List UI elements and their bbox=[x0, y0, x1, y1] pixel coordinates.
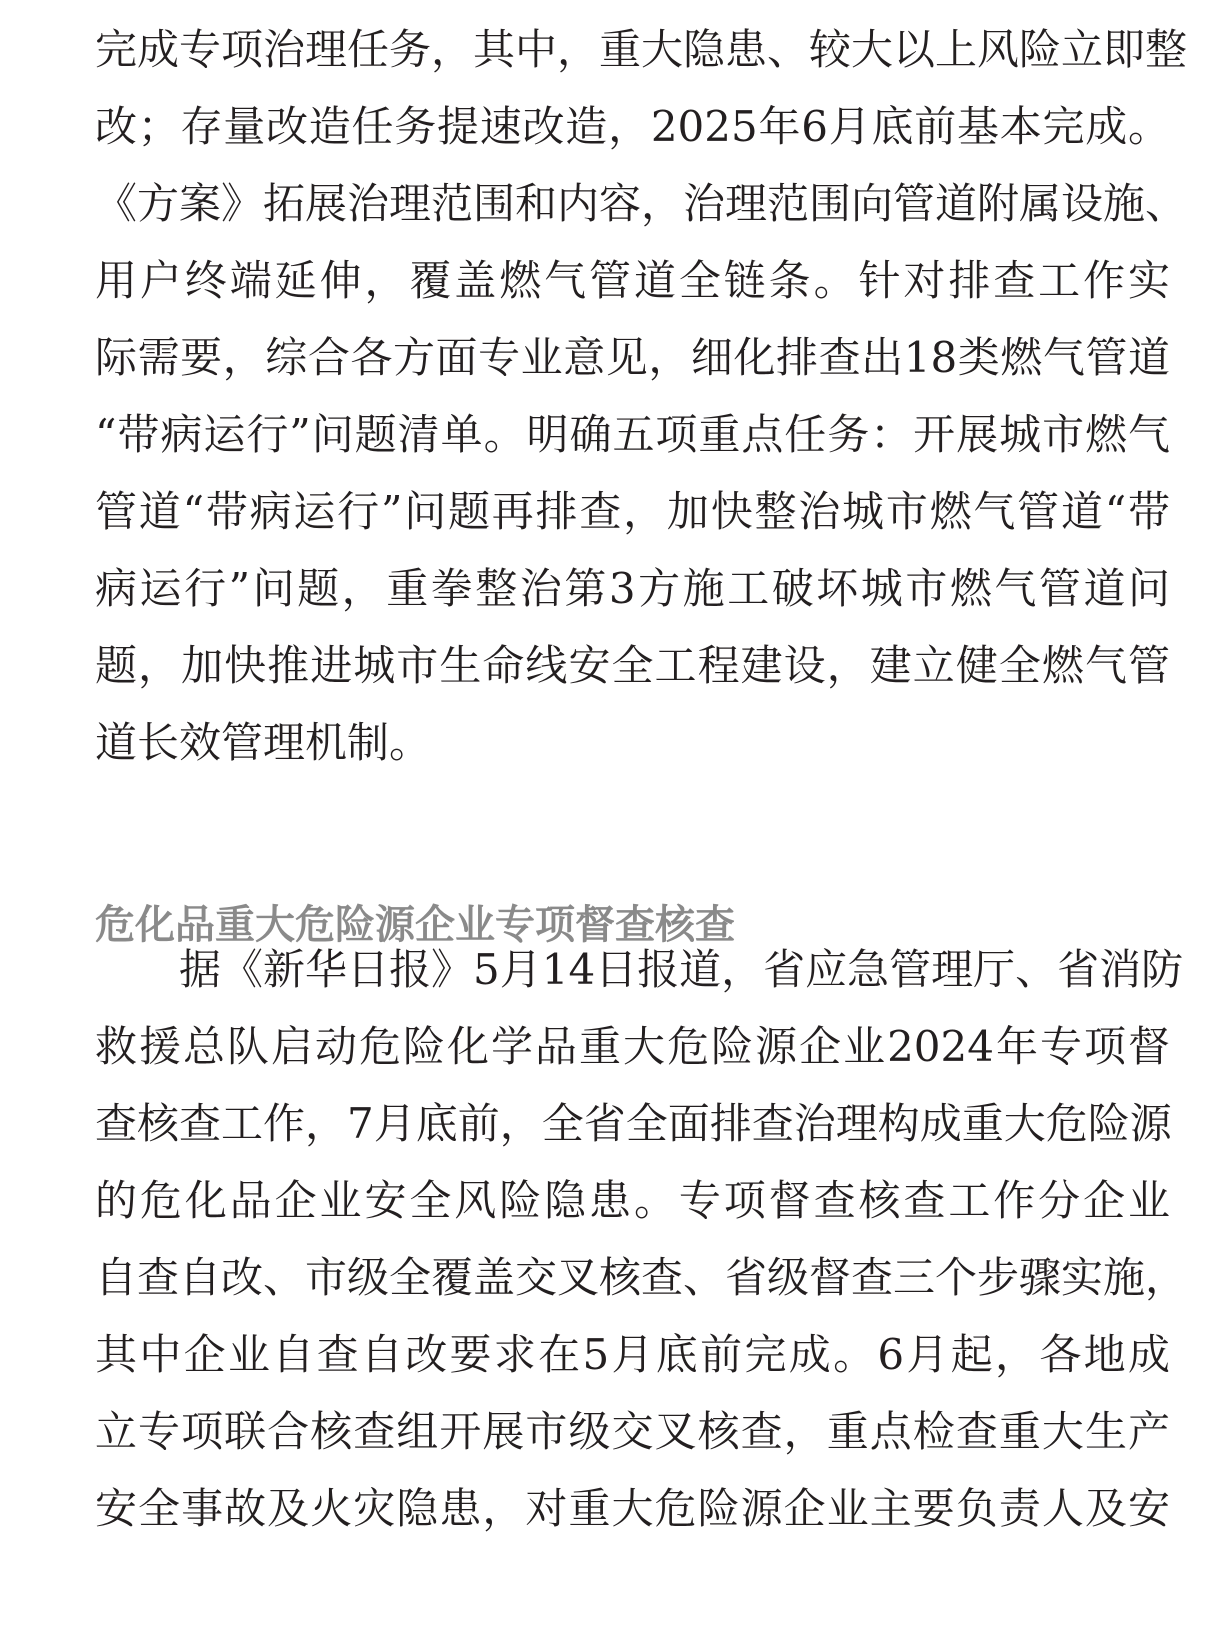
paragraph-1-line-10: 道长效管理机制。 bbox=[95, 718, 432, 767]
paragraph-2-line-8: 安全事故及火灾隐患，对重大危险源企业主要负责人及安 bbox=[95, 1484, 1170, 1533]
paragraph-2-line-5: 自查自改、市级全覆盖交叉核查、省级督查三个步骤实施， bbox=[95, 1253, 1188, 1302]
paragraph-1-line-8: 病运行”问题，重拳整治第3方施工破坏城市燃气管道问 bbox=[95, 564, 1170, 613]
paragraph-2-line-4: 的危化品企业安全风险隐患。专项督查核查工作分企业 bbox=[95, 1176, 1170, 1225]
paragraph-2-line-3: 查核查工作，7月底前，全省全面排查治理构成重大危险源 bbox=[95, 1099, 1172, 1148]
paragraph-1-line-1: 完成专项治理任务，其中，重大隐患、较大以上风险立即整 bbox=[95, 25, 1188, 74]
paragraph-1-line-9: 题，加快推进城市生命线安全工程建设，建立健全燃气管 bbox=[95, 641, 1170, 690]
paragraph-1-line-4: 用户终端延伸，覆盖燃气管道全链条。针对排查工作实 bbox=[95, 256, 1170, 305]
section-heading: 危化品重大危险源企业专项督查核查 bbox=[95, 902, 735, 948]
paragraph-2-line-1: 据《新华日报》5月14日报道，省应急管理厅、省消防 bbox=[95, 945, 1184, 994]
paragraph-1-line-2: 改；存量改造任务提速改造，2025年6月底前基本完成。 bbox=[95, 102, 1170, 151]
paragraph-2-line-6: 其中企业自查自改要求在5月底前完成。6月起，各地成 bbox=[95, 1330, 1170, 1379]
paragraph-1-line-5: 际需要，综合各方面专业意见，细化排查出18类燃气管道 bbox=[95, 333, 1170, 382]
paragraph-1-line-3: 《方案》拓展治理范围和内容，治理范围向管道附属设施、 bbox=[95, 179, 1188, 228]
paragraph-2-line-7: 立专项联合核查组开展市级交叉核查，重点检查重大生产 bbox=[95, 1407, 1170, 1456]
paragraph-2-line-2: 救援总队启动危险化学品重大危险源企业2024年专项督 bbox=[95, 1022, 1170, 1071]
paragraph-1-line-6: “带病运行”问题清单。明确五项重点任务：开展城市燃气 bbox=[95, 410, 1170, 459]
paragraph-1-line-7: 管道“带病运行”问题再排查，加快整治城市燃气管道“带 bbox=[95, 487, 1170, 536]
